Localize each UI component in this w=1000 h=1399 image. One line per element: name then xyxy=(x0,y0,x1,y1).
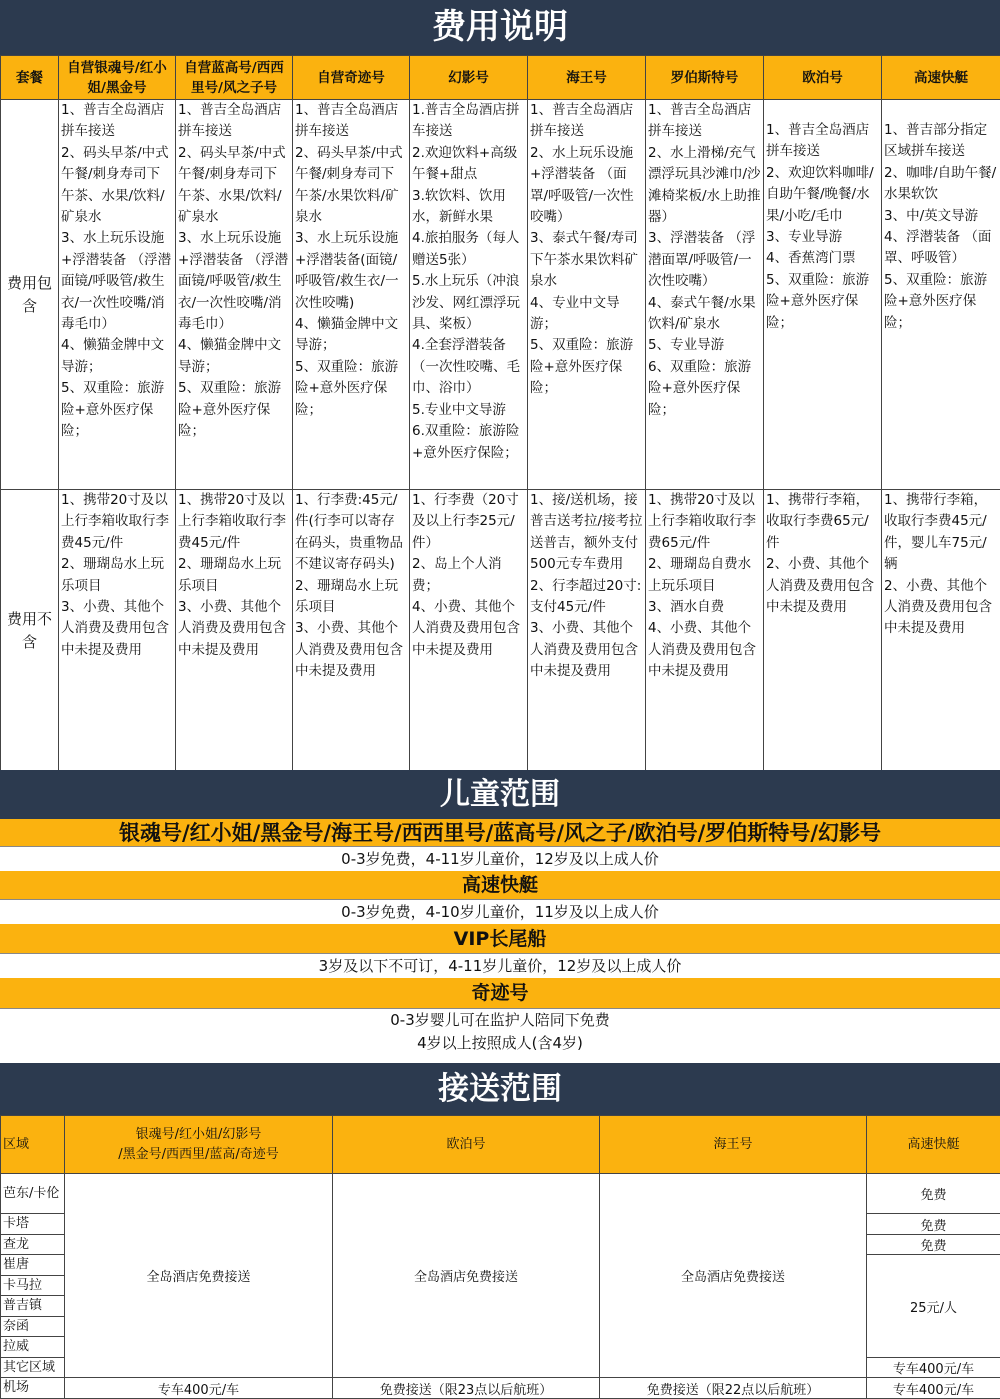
fee-included-row xyxy=(1,100,1000,490)
package-label: 套餐 xyxy=(1,56,59,100)
child-group xyxy=(0,978,1000,1055)
excluded-cell: 1、携带20寸及以上行李箱收取行李费65元/件 2、珊瑚岛自费水上玩乐项目 3、酒水自费 4、小费、其他个人消费及费用包含中未提及费用 xyxy=(646,490,764,772)
area-cell: 卡塔 xyxy=(1,1214,65,1235)
child-group-line: 0-3岁婴儿可在监护人陪同下免费 xyxy=(0,1009,1000,1032)
hotel-free-cell: 全岛酒店免费接送 xyxy=(65,1174,333,1378)
speedboat-cell: 专车400元/车 xyxy=(867,1358,1000,1378)
included-cell: 1、普吉部分指定区域拼车接送 2、咖啡/自助午餐/水果软饮 3、中/英文导游 4、浮潜装备 （面罩、呼吸管） 5、双重险：旅游险+意外医疗保险； xyxy=(882,100,1000,490)
area-cell: 普吉镇 xyxy=(1,1296,65,1317)
excluded-cell: 1、行李费（20寸及以上行李25元/件） 2、岛上个人消费； 4、小费、其他个人消费及费用包含中未提及费用 xyxy=(410,490,528,772)
child-group xyxy=(0,924,1000,978)
package-header: 罗伯斯特号 xyxy=(646,56,764,100)
excluded-cell: 1、携带20寸及以上行李箱收取行李费45元/件 2、珊瑚岛水上玩乐项目 3、小费、其他个人消费及费用包含中未提及费用 xyxy=(59,490,176,772)
child-group-line: 0-3岁免费，4-11岁儿童价，12岁及以上成人价 xyxy=(0,847,1000,871)
child-group xyxy=(0,871,1000,924)
child-group-header: 高速快艇 xyxy=(0,871,1000,900)
fee-header-row xyxy=(1,56,1000,100)
excluded-cell: 1、携带20寸及以上行李箱收取行李费45元/件 2、珊瑚岛水上玩乐项目 3、小费、其他个人消费及费用包含中未提及费用 xyxy=(176,490,293,772)
speedboat-cell: 免费 xyxy=(867,1214,1000,1235)
area-cell: 机场 xyxy=(1,1378,65,1399)
package-header: 海王号 xyxy=(528,56,646,100)
included-cell: 1、普吉全岛酒店拼车接送 2、水上玩乐设施+浮潜装备 （面罩/呼吸管/一次性咬嘴） 3、泰式午餐/寿司下午茶水果饮料矿泉水 4、专业中文导游； 5、双重险：旅游险+意外医疗保险； xyxy=(528,100,646,490)
transfer-section-title: 接送范围 xyxy=(0,1063,1000,1115)
excluded-cell: 1、携带行李箱，收取行李费45元/件，婴儿车75元/辆 2、小费、其他个人消费及费用包含中未提及费用 xyxy=(882,490,1000,772)
speedboat-cell: 25元/人 xyxy=(867,1255,1000,1358)
child-group-line: 3岁及以下不可订，4-11岁儿童价，12岁及以上成人价 xyxy=(0,954,1000,978)
area-cell: 卡马拉 xyxy=(1,1276,65,1296)
child-section-title: 儿童范围 xyxy=(0,770,1000,819)
transfer-header-row xyxy=(1,1116,1000,1174)
area-cell: 其它区域 xyxy=(1,1358,65,1378)
package-header: 自营银魂号/红小姐/黑金号 xyxy=(59,56,176,100)
airport-cell: 专车400元/车 xyxy=(65,1378,333,1399)
area-cell: 查龙 xyxy=(1,1235,65,1255)
package-header: 高速快艇 xyxy=(882,56,1000,100)
airport-cell: 免费接送（限23点以后航班） xyxy=(333,1378,600,1399)
child-group-header: 银魂号/红小姐/黑金号/海王号/西西里号/蓝高号/风之子/欧泊号/罗伯斯特号/幻影号 xyxy=(0,819,1000,847)
excluded-cell: 1、行李费:45元/件(行李可以寄存在码头，贵重物品不建议寄存码头) 2、珊瑚岛水上玩乐项目 3、小费、其他个人消费及费用包含中未提及费用 xyxy=(293,490,410,772)
package-header: 欧泊号 xyxy=(764,56,882,100)
child-group-line: 4岁以上按照成人(含4岁) xyxy=(0,1032,1000,1055)
transfer-col-header: 海王号 xyxy=(600,1116,867,1174)
child-group-header: VIP长尾船 xyxy=(0,924,1000,954)
transfer-row xyxy=(1,1174,1000,1214)
child-group-line: 0-3岁免费，4-10岁儿童价，11岁及以上成人价 xyxy=(0,900,1000,924)
area-header: 区域 xyxy=(1,1116,65,1174)
included-cell: 1、普吉全岛酒店拼车接送 2、码头早茶/中式午餐/刺身寿司下午茶、水果/饮料/矿泉水 3、水上玩乐设施+浮潜装备 （浮潜面镜/呼吸管/救生衣/一次性咬嘴/消毒毛巾） 4、懒猫金牌中文导游； 5、双重险：旅游险+意外医疗保险； xyxy=(59,100,176,490)
transfer-row-airport xyxy=(1,1378,1000,1399)
airport-cell: 专车400元/车 xyxy=(867,1378,1000,1399)
child-group xyxy=(0,819,1000,871)
fee-section-title: 费用说明 xyxy=(0,0,1000,55)
child-group-header: 奇迹号 xyxy=(0,978,1000,1009)
area-cell: 崔唐 xyxy=(1,1255,65,1276)
excluded-label: 费用不含 xyxy=(1,490,59,772)
airport-cell: 免费接送（限22点以后航班） xyxy=(600,1378,867,1399)
package-header: 自营蓝高号/西西里号/风之子号 xyxy=(176,56,293,100)
transfer-col-header: 高速快艇 xyxy=(867,1116,1000,1174)
excluded-cell: 1、携带行李箱，收取行李费65元/件 2、小费、其他个人消费及费用包含中未提及费用 xyxy=(764,490,882,772)
included-cell: 1、普吉全岛酒店拼车接送 2、码头早茶/中式午餐/刺身寿司下午茶/水果饮料/矿泉水 3、水上玩乐设施+浮潜装备(面镜/呼吸管/救生衣/一次性咬嘴) 4、懒猫金牌中文导游； 5、双重险：旅游险+意外医疗保险； xyxy=(293,100,410,490)
fee-table xyxy=(0,55,1000,772)
transfer-col-header: 欧泊号 xyxy=(333,1116,600,1174)
area-cell: 芭东/卡伦 xyxy=(1,1174,65,1214)
package-header: 自营奇迹号 xyxy=(293,56,410,100)
included-label: 费用包含 xyxy=(1,100,59,490)
included-cell: 1、普吉全岛酒店拼车接送 2、水上滑梯/充气漂浮玩具沙滩巾/沙滩椅桨板/水上助推器） 3、浮潜装备 （浮潜面罩/呼吸管/一次性咬嘴） 4、泰式午餐/水果饮料/矿泉水 5、专业导游 6、双重险：旅游险+意外医疗保险； xyxy=(646,100,764,490)
included-cell: 1.普吉全岛酒店拼车接送 2.欢迎饮料+高级午餐+甜点 3.软饮料、饮用水，新鲜水果 4.旅拍服务（每人赠送5张） 5.水上玩乐（冲浪沙发、网红漂浮玩具、桨板） 4.全套浮潜装备（一次性咬嘴、毛巾、浴巾） 5.专业中文导游 6.双重险：旅游险+意外医疗保险； xyxy=(410,100,528,490)
area-cell: 拉威 xyxy=(1,1337,65,1358)
transfer-table xyxy=(0,1115,1000,1399)
excluded-cell: 1、接/送机场，接普吉送考拉/接考拉送普吉，额外支付500元专车费用 2、行李超过20寸: 支付45元/件 3、小费、其他个人消费及费用包含中未提及费用 xyxy=(528,490,646,772)
package-header: 幻影号 xyxy=(410,56,528,100)
speedboat-cell: 免费 xyxy=(867,1174,1000,1214)
speedboat-cell: 免费 xyxy=(867,1235,1000,1255)
area-cell: 奈函 xyxy=(1,1317,65,1337)
transfer-col-header: 银魂号/红小姐/幻影号 /黑金号/西西里/蓝高/奇迹号 xyxy=(65,1116,333,1174)
fee-excluded-row xyxy=(1,490,1000,772)
hotel-free-cell: 全岛酒店免费接送 xyxy=(600,1174,867,1378)
hotel-free-cell: 全岛酒店免费接送 xyxy=(333,1174,600,1378)
included-cell: 1、普吉全岛酒店拼车接送 2、欢迎饮料咖啡/自助午餐/晚餐/水果/小吃/毛巾 3、专业导游 4、香蕉湾门票 5、双重险：旅游险+意外医疗保险； xyxy=(764,100,882,490)
included-cell: 1、普吉全岛酒店拼车接送 2、码头早茶/中式午餐/刺身寿司下午茶、水果/饮料/矿泉水 3、水上玩乐设施+浮潜装备 （浮潜面镜/呼吸管/救生衣/一次性咬嘴/消毒毛巾） 4、懒猫金牌中文导游； 5、双重险：旅游险+意外医疗保险； xyxy=(176,100,293,490)
